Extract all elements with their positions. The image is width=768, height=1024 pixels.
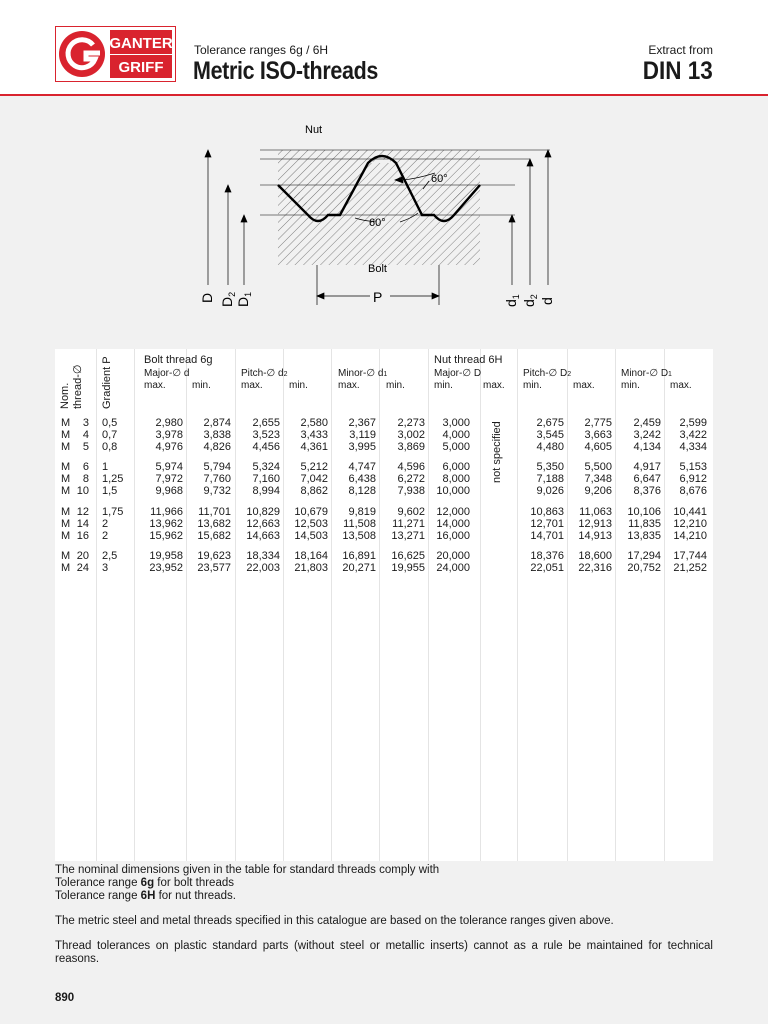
table-cell: 10,106 [627,506,661,518]
table-cell: 3,995 [348,441,376,453]
table-cell: 18,600 [578,550,612,562]
table-cell: 3,978 [155,429,183,441]
page-number: 890 [55,992,75,1004]
table-cell: 6,647 [633,473,661,485]
table-cell: 10,829 [246,506,280,518]
table-cell: 14,000 [436,518,470,530]
note-intro: The nominal dimensions given in the table for standard threads comply with [55,864,440,876]
gradient-value: 0,8 [102,441,118,453]
dim-d-label: d [539,297,555,305]
table-cell: 17,744 [673,550,707,562]
gradient-value: 1,75 [102,506,124,518]
nom-prefix: M [61,441,71,453]
note-tolerance-bolt: Tolerance range 6g for bolt threads [55,877,234,889]
table-cell: 10,863 [530,506,564,518]
not-specified-label: not specified [491,421,503,483]
table-cell: 9,819 [348,506,376,518]
table-cell: 5,000 [442,441,470,453]
table-cell: 5,350 [536,461,564,473]
table-cell: 4,917 [633,461,661,473]
table-cell: 5,974 [155,461,183,473]
table-cell: 12,503 [294,518,328,530]
ganter-griff-logo [55,26,176,82]
table-cell: 4,976 [155,441,183,453]
table-cell: 2,459 [633,417,661,429]
dim-D-label: D [199,292,215,303]
note-tolerance-nut: Tolerance range 6H for nut threads. [55,890,236,902]
table-cell: 5,212 [300,461,328,473]
table-cell: 2,367 [348,417,376,429]
table-cell: 11,966 [150,506,183,518]
table-cell: 3,663 [584,429,612,441]
table-cell: 14,503 [294,530,328,542]
label-min: min. [523,380,542,391]
table-cell: 11,063 [579,506,612,518]
table-cell: 7,042 [300,473,328,485]
table-cell: 4,605 [584,441,612,453]
dim-d1-label: $d_1$ [503,294,521,307]
table-cell: 19,623 [197,550,231,562]
table-cell: 23,577 [197,562,231,574]
table-cell: 3,422 [679,429,707,441]
nom-size: 3 [82,417,89,429]
gradient-value: 1 [102,461,109,473]
nom-prefix: M [61,417,71,429]
table-cell: 6,272 [397,473,425,485]
nom-prefix: M [61,562,71,574]
gradient-value: 1,25 [102,473,124,485]
table-cell: 15,682 [197,530,231,542]
gradient-value: 1,5 [102,485,118,497]
notes [55,864,713,966]
table-cell: 12,000 [436,506,470,518]
table-cell: 5,500 [584,461,612,473]
table-cell: 4,826 [203,441,231,453]
table-cell: 3,000 [442,417,470,429]
table-cell: 16,000 [436,530,470,542]
table-cell: 13,835 [627,530,661,542]
table-cell: 18,164 [294,550,328,562]
nom-size: 12 [76,506,89,518]
table-cell: 22,051 [530,562,564,574]
bolt-thread-header: Bolt thread 6g [144,354,213,366]
nom-prefix: M [61,473,71,485]
label-max: max. [241,380,263,391]
label-min: min. [621,380,640,391]
nut-pitch-header: Pitch-∅ D2 [523,368,572,379]
table-cell: 3,545 [536,429,564,441]
table-cell: 5,153 [679,461,707,473]
table-cell: 3,119 [349,429,376,441]
page-title: Metric ISO-threads [193,57,378,85]
label-max: max. [573,380,595,391]
thread-tolerance-table [55,349,713,861]
table-cell: 13,508 [342,530,376,542]
label-max: max. [144,380,166,391]
table-cell: 18,376 [530,550,564,562]
nom-size: 8 [82,473,89,485]
nom-prefix: M [61,485,71,497]
table-cell: 4,596 [397,461,425,473]
table-cell: 9,026 [536,485,564,497]
table-cell: 3,002 [397,429,425,441]
table-cell: 11,271 [392,518,425,530]
extract-label: Extract from [648,43,713,57]
nut-thread-header: Nut thread 6H [434,354,503,366]
table-cell: 4,000 [442,429,470,441]
nom-prefix: M [61,530,71,542]
table-cell: 8,000 [442,473,470,485]
label-max: max. [483,380,505,391]
table-cell: 13,682 [197,518,231,530]
table-cell: 22,316 [578,562,612,574]
table-cell: 2,874 [203,417,231,429]
table-cell: 13,271 [391,530,425,542]
note-plastic-parts: Thread tolerances on plastic standard parts (without steel or metallic inserts) cannot as a rule be maintained for technical reasons. [55,940,713,965]
din-standard: DIN 13 [642,57,713,85]
table-cell: 20,271 [342,562,376,574]
table-cell: 7,160 [252,473,280,485]
label-max: max. [338,380,360,391]
dim-D2-label: $D_2$ [219,291,237,307]
label-min: min. [289,380,308,391]
table-cell: 2,599 [679,417,707,429]
nom-size: 14 [76,518,89,530]
nom-size: 20 [76,550,89,562]
nom-size: 24 [76,562,89,574]
table-cell: 4,456 [252,441,280,453]
table-cell: 10,000 [436,485,470,497]
angle-label-top: 60° [431,173,448,185]
label-min: min. [192,380,211,391]
table-cell: 20,000 [436,550,470,562]
pitch-label: P [373,289,383,305]
nut-label: Nut [305,124,323,136]
table-cell: 15,962 [149,530,183,542]
table-cell: 7,348 [584,473,612,485]
table-cell: 14,663 [246,530,280,542]
table-cell: 21,252 [673,562,707,574]
table-cell: 9,602 [397,506,425,518]
table-cell: 14,701 [530,530,564,542]
nom-prefix: M [61,550,71,562]
nom-size: 6 [82,461,89,473]
dim-D1-label: $D_1$ [235,291,253,307]
table-cell: 12,210 [673,518,707,530]
table-cell: 2,273 [397,417,425,429]
label-min: min. [434,380,453,391]
gradient-value: 2 [102,530,109,542]
table-cell: 19,955 [391,562,425,574]
table-cell: 11,835 [628,518,661,530]
table-cell: 5,324 [252,461,280,473]
table-cell: 2,580 [300,417,328,429]
table-cell: 10,441 [673,506,707,518]
table-cell: 16,891 [342,550,376,562]
table-cell: 9,968 [155,485,183,497]
nom-prefix: M [61,518,71,530]
table-cell: 2,675 [536,417,564,429]
table-cell: 14,210 [673,530,707,542]
table-cell: 3,838 [203,429,231,441]
table-cell: 7,972 [155,473,183,485]
table-cell: 14,913 [578,530,612,542]
gradient-value: 3 [102,562,109,574]
nom-prefix: M [61,429,71,441]
thread-profile-diagram [190,115,580,315]
table-cell: 8,376 [633,485,661,497]
col-gradient-header: Gradient P [101,356,113,409]
nom-size: 16 [76,530,89,542]
table-cell: 9,206 [584,485,612,497]
table-cell: 11,701 [198,506,231,518]
svg-text:GANTER: GANTER [109,35,173,52]
note-steel-threads: The metric steel and metal threads specified in this catalogue are based on the tolerance ranges given above. [55,915,614,927]
page-header [0,0,768,96]
table-cell: 17,294 [627,550,661,562]
table-cell: 8,676 [679,485,707,497]
angle-label-mid: 60° [369,217,386,229]
svg-text:GRIFF: GRIFF [118,59,164,76]
table-cell: 5,794 [203,461,231,473]
table-cell: 19,958 [149,550,183,562]
table-cell: 2,655 [252,417,280,429]
table-cell: 24,000 [436,562,470,574]
table-cell: 2,980 [155,417,183,429]
col-nom-thread-header: Nom. thread-∅ [59,364,84,409]
table-cell: 6,912 [679,473,707,485]
dim-d2-label: $d_2$ [521,294,539,307]
bolt-minor-header: Minor-∅ d1 [338,368,388,379]
nom-prefix: M [61,506,71,518]
table-cell: 7,188 [536,473,564,485]
table-cell: 4,361 [300,441,328,453]
nom-size: 10 [76,485,89,497]
subtitle: Tolerance ranges 6g / 6H [194,43,329,57]
nom-prefix: M [61,461,71,473]
table-cell: 8,862 [300,485,328,497]
table-cell: 3,869 [397,441,425,453]
table-cell: 3,523 [252,429,280,441]
table-cell: 12,913 [578,518,612,530]
bolt-pitch-header: Pitch-∅ d2 [241,368,288,379]
bolt-label: Bolt [368,263,387,275]
nut-major-header: Major-∅ D [434,368,482,379]
table-cell: 9,732 [203,485,231,497]
table-cell: 4,480 [536,441,564,453]
nom-size: 4 [82,429,89,441]
table-cell: 6,000 [442,461,470,473]
table-cell: 12,663 [246,518,280,530]
table-cell: 11,508 [343,518,376,530]
table-cell: 10,679 [294,506,328,518]
table-cell: 13,962 [149,518,183,530]
table-cell: 7,938 [397,485,425,497]
table-cell: 18,334 [246,550,280,562]
table-cell: 6,438 [348,473,376,485]
table-cell: 21,803 [294,562,328,574]
table-cell: 7,760 [203,473,231,485]
table-cell: 22,003 [246,562,280,574]
label-max: max. [670,380,692,391]
table-cell: 12,701 [530,518,564,530]
table-cell: 16,625 [391,550,425,562]
gradient-value: 0,7 [102,429,118,441]
bolt-major-header: Major-∅ d [144,368,190,379]
table-cell: 4,134 [633,441,661,453]
nut-minor-header: Minor-∅ D1 [621,368,672,379]
table-cell: 20,752 [627,562,661,574]
gradient-value: 2,5 [102,550,118,562]
table-cell: 23,952 [149,562,183,574]
table-cell: 4,334 [679,441,707,453]
table-cell: 3,433 [300,429,328,441]
table-cell: 3,242 [633,429,661,441]
table-cell: 4,747 [348,461,376,473]
table-cell: 8,994 [252,485,280,497]
table-cell: 8,128 [348,485,376,497]
gradient-value: 0,5 [102,417,118,429]
gradient-value: 2 [102,518,109,530]
label-min: min. [386,380,405,391]
nom-size: 5 [82,441,89,453]
table-cell: 2,775 [584,417,612,429]
